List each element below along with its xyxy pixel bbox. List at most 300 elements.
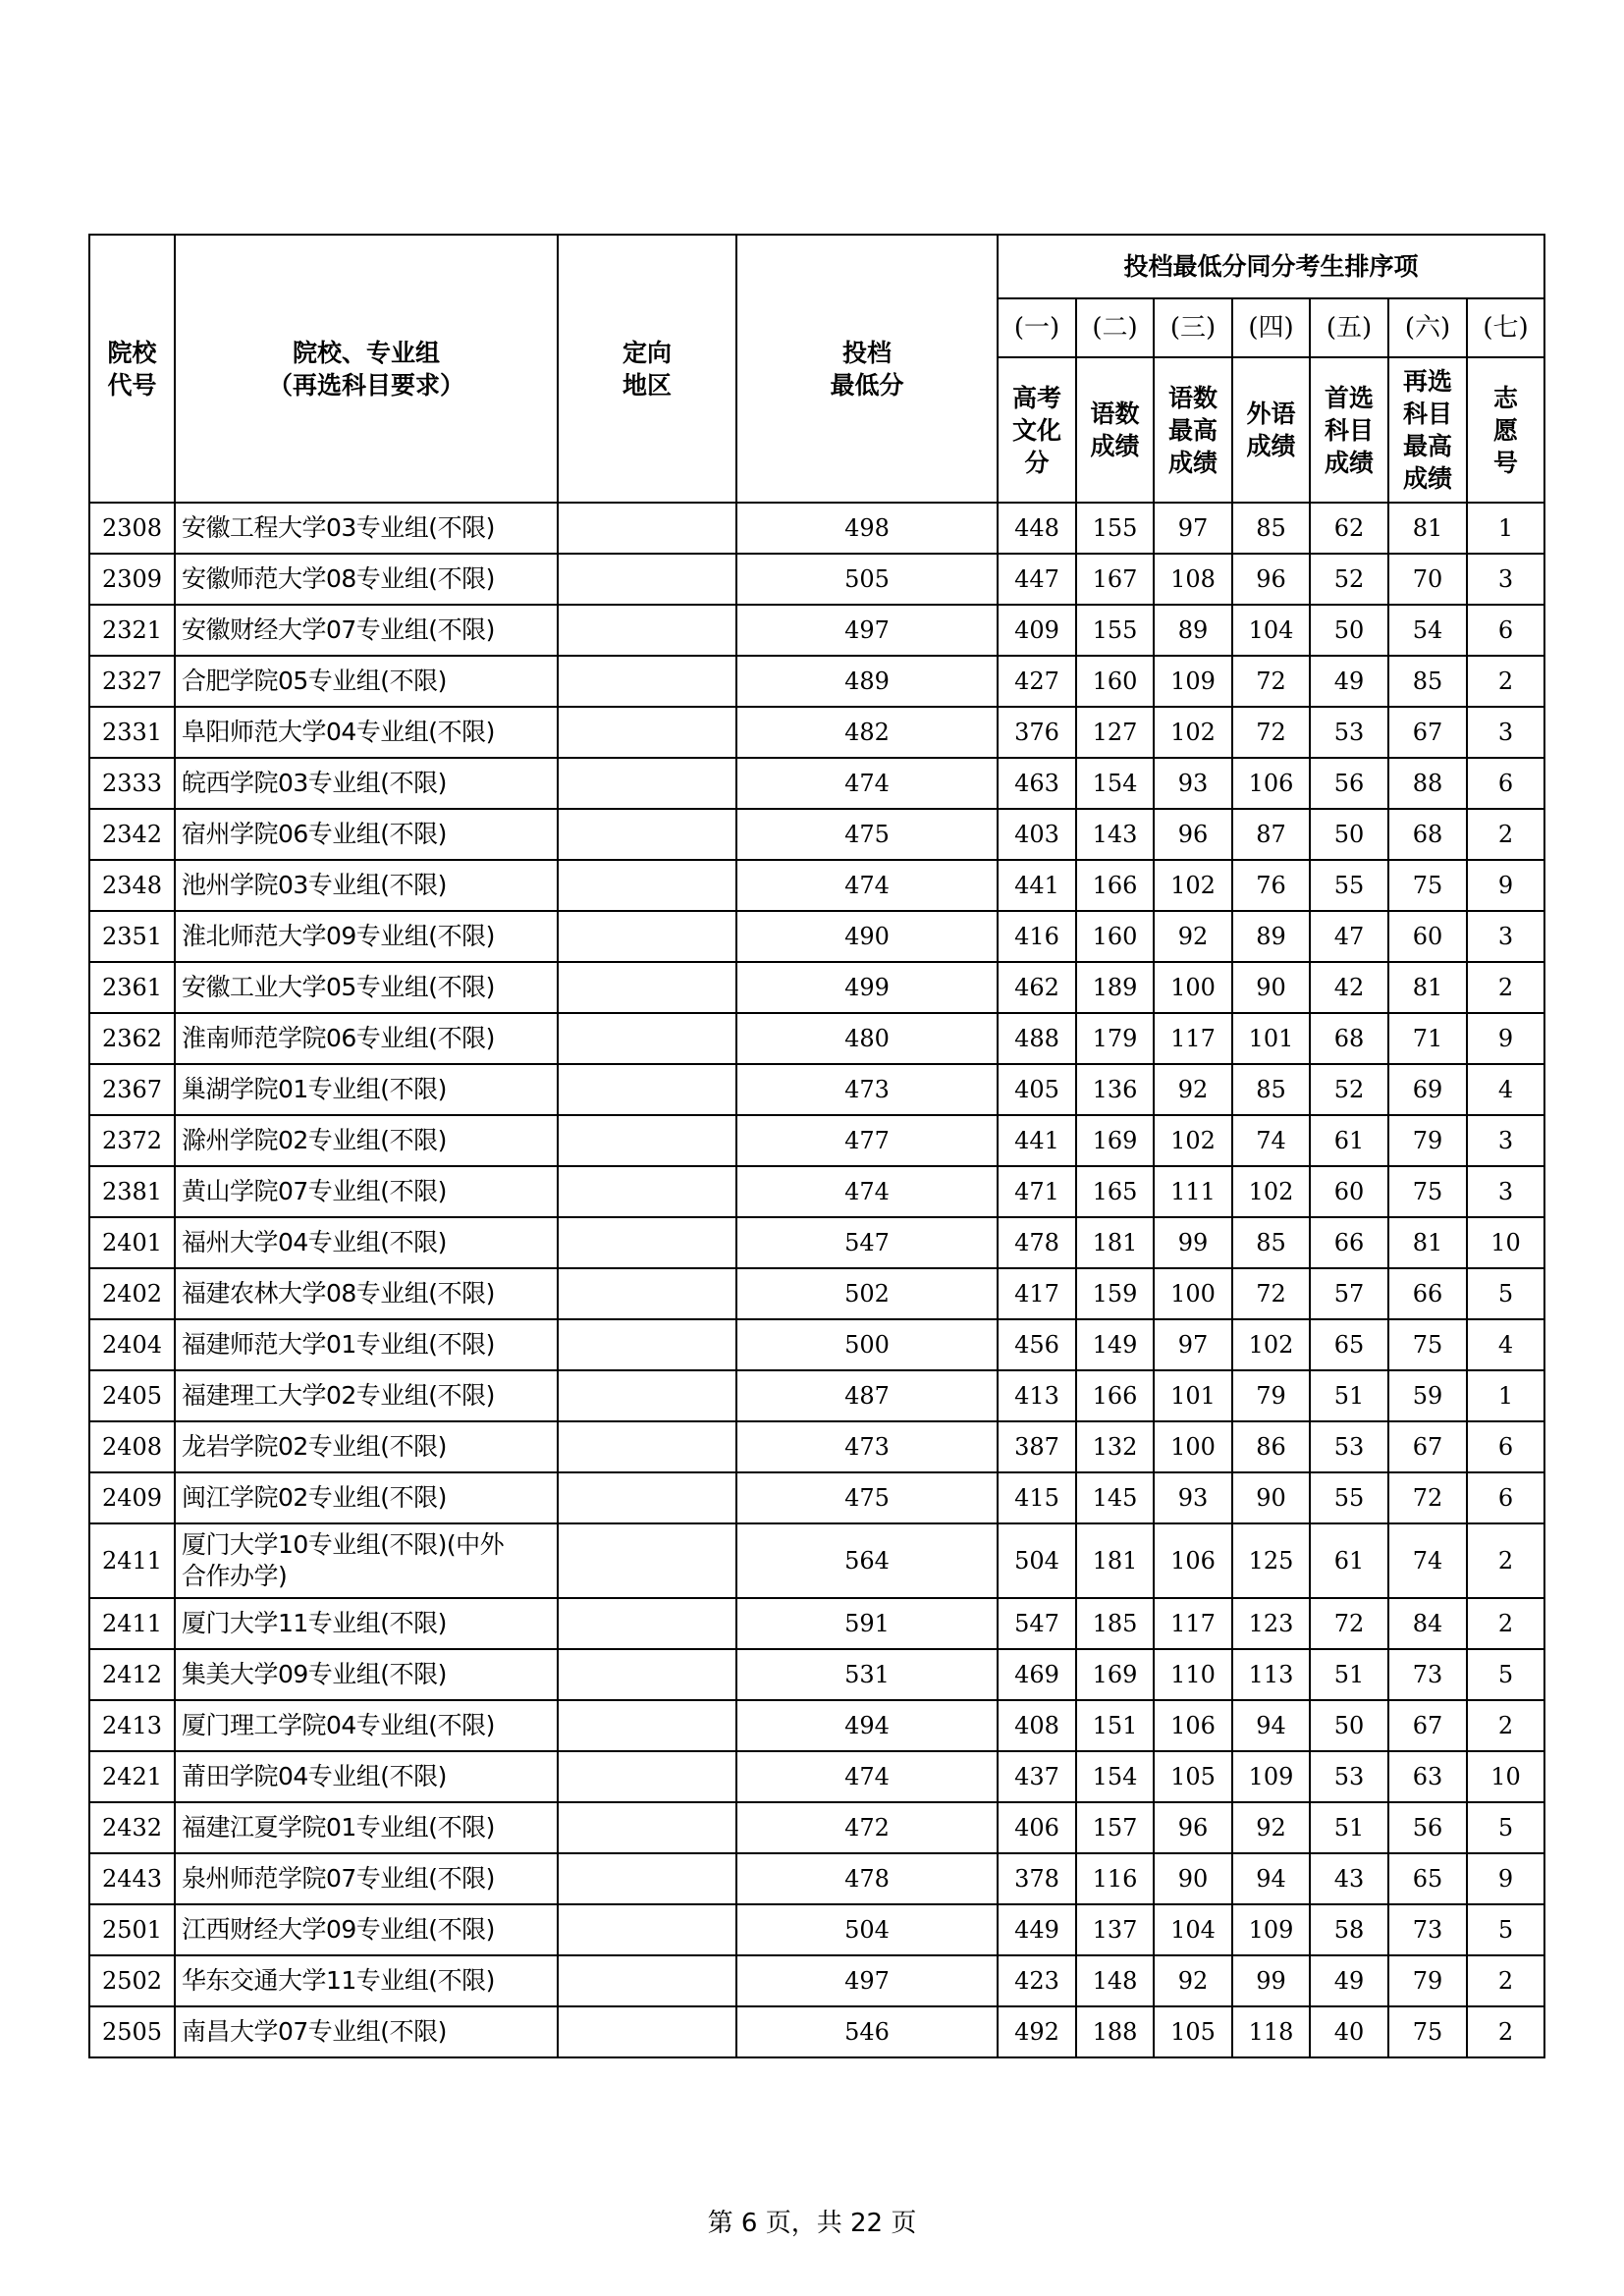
cell-tiebreak-4: 72 (1232, 707, 1310, 758)
cell-region (558, 1319, 736, 1370)
cell-school-group: 池州学院03专业组(不限) (175, 860, 558, 911)
cell-tiebreak-4: 85 (1232, 503, 1310, 554)
cell-code: 2308 (89, 503, 175, 554)
cell-tiebreak-4: 79 (1232, 1370, 1310, 1421)
cell-tiebreak-6: 67 (1388, 1421, 1467, 1472)
cell-tiebreak-1: 423 (998, 1955, 1076, 2006)
table-row (89, 1751, 1544, 1802)
cell-code: 2333 (89, 758, 175, 809)
cell-tiebreak-1: 378 (998, 1853, 1076, 1904)
cell-min-score: 546 (736, 2006, 998, 2057)
cell-school-group: 安徽工程大学03专业组(不限) (175, 503, 558, 554)
cell-school-group: 福建农林大学08专业组(不限) (175, 1268, 558, 1319)
cell-tiebreak-5: 50 (1310, 605, 1388, 656)
cell-school-group: 黄山学院07专业组(不限) (175, 1166, 558, 1217)
cell-tiebreak-1: 403 (998, 809, 1076, 860)
cell-tiebreak-3: 105 (1154, 2006, 1232, 2057)
cell-code: 2411 (89, 1598, 175, 1649)
cell-tiebreak-2: 185 (1076, 1598, 1154, 1649)
cell-tiebreak-7: 1 (1467, 503, 1544, 554)
cell-tiebreak-1: 408 (998, 1700, 1076, 1751)
cell-tiebreak-5: 51 (1310, 1802, 1388, 1853)
table-body (89, 503, 1544, 2057)
cell-tiebreak-4: 72 (1232, 656, 1310, 707)
cell-code: 2361 (89, 962, 175, 1013)
cell-min-score: 477 (736, 1115, 998, 1166)
cell-region (558, 1472, 736, 1523)
cell-tiebreak-4: 118 (1232, 2006, 1310, 2057)
cell-tiebreak-6: 71 (1388, 1013, 1467, 1064)
cell-region (558, 1955, 736, 2006)
cell-tiebreak-4: 85 (1232, 1064, 1310, 1115)
cell-school-group: 安徽师范大学08专业组(不限) (175, 554, 558, 605)
cell-school-group: 皖西学院03专业组(不限) (175, 758, 558, 809)
cell-region (558, 554, 736, 605)
cell-tiebreak-4: 94 (1232, 1853, 1310, 1904)
cell-tiebreak-6: 81 (1388, 1217, 1467, 1268)
cell-tiebreak-1: 376 (998, 707, 1076, 758)
table-row (89, 1166, 1544, 1217)
cell-tiebreak-7: 5 (1467, 1649, 1544, 1700)
cell-tiebreak-3: 101 (1154, 1370, 1232, 1421)
cell-tiebreak-6: 59 (1388, 1370, 1467, 1421)
cell-tiebreak-4: 94 (1232, 1700, 1310, 1751)
cell-tiebreak-3: 108 (1154, 554, 1232, 605)
cell-tiebreak-6: 67 (1388, 707, 1467, 758)
cell-tiebreak-2: 149 (1076, 1319, 1154, 1370)
cell-tiebreak-1: 471 (998, 1166, 1076, 1217)
cell-tiebreak-3: 117 (1154, 1598, 1232, 1649)
cell-code: 2372 (89, 1115, 175, 1166)
table-row (89, 1115, 1544, 1166)
cell-tiebreak-7: 6 (1467, 1472, 1544, 1523)
cell-tiebreak-5: 61 (1310, 1523, 1388, 1598)
cell-tiebreak-4: 86 (1232, 1421, 1310, 1472)
cell-tiebreak-2: 132 (1076, 1421, 1154, 1472)
cell-tiebreak-2: 145 (1076, 1472, 1154, 1523)
cell-code: 2351 (89, 911, 175, 962)
cell-min-score: 487 (736, 1370, 998, 1421)
cell-tiebreak-6: 79 (1388, 1115, 1467, 1166)
header-region: 定向 地区 (558, 235, 736, 503)
cell-code: 2502 (89, 1955, 175, 2006)
cell-code: 2309 (89, 554, 175, 605)
cell-region (558, 962, 736, 1013)
header-min-score: 投档 最低分 (736, 235, 998, 503)
cell-tiebreak-2: 167 (1076, 554, 1154, 605)
table-row (89, 809, 1544, 860)
cell-min-score: 547 (736, 1217, 998, 1268)
cell-tiebreak-1: 469 (998, 1649, 1076, 1700)
cell-school-group: 泉州师范学院07专业组(不限) (175, 1853, 558, 1904)
cell-tiebreak-7: 2 (1467, 1523, 1544, 1598)
cell-min-score: 482 (736, 707, 998, 758)
cell-tiebreak-2: 189 (1076, 962, 1154, 1013)
cell-tiebreak-1: 448 (998, 503, 1076, 554)
table-header (89, 235, 1544, 503)
cell-tiebreak-3: 90 (1154, 1853, 1232, 1904)
cell-code: 2404 (89, 1319, 175, 1370)
cell-tiebreak-3: 106 (1154, 1523, 1232, 1598)
cell-tiebreak-2: 151 (1076, 1700, 1154, 1751)
cell-tiebreak-4: 90 (1232, 962, 1310, 1013)
table-row (89, 1598, 1544, 1649)
cell-school-group: 滁州学院02专业组(不限) (175, 1115, 558, 1166)
cell-code: 2342 (89, 809, 175, 860)
cell-tiebreak-7: 2 (1467, 1700, 1544, 1751)
table-row (89, 1421, 1544, 1472)
cell-tiebreak-3: 110 (1154, 1649, 1232, 1700)
cell-tiebreak-2: 160 (1076, 911, 1154, 962)
cell-code: 2505 (89, 2006, 175, 2057)
cell-tiebreak-4: 89 (1232, 911, 1310, 962)
table-row (89, 1013, 1544, 1064)
cell-min-score: 504 (736, 1904, 998, 1955)
table-row (89, 1268, 1544, 1319)
cell-code: 2432 (89, 1802, 175, 1853)
cell-tiebreak-7: 2 (1467, 1955, 1544, 2006)
cell-tiebreak-5: 51 (1310, 1370, 1388, 1421)
table-row (89, 1217, 1544, 1268)
cell-region (558, 656, 736, 707)
header-tiebreak-num: (六) (1388, 298, 1467, 357)
cell-tiebreak-6: 85 (1388, 656, 1467, 707)
cell-tiebreak-2: 160 (1076, 656, 1154, 707)
cell-code: 2367 (89, 1064, 175, 1115)
cell-tiebreak-2: 169 (1076, 1649, 1154, 1700)
cell-tiebreak-7: 10 (1467, 1751, 1544, 1802)
cell-school-group: 龙岩学院02专业组(不限) (175, 1421, 558, 1472)
cell-tiebreak-3: 109 (1154, 656, 1232, 707)
cell-tiebreak-5: 56 (1310, 758, 1388, 809)
cell-min-score: 591 (736, 1598, 998, 1649)
cell-tiebreak-1: 387 (998, 1421, 1076, 1472)
cell-tiebreak-3: 93 (1154, 758, 1232, 809)
cell-tiebreak-2: 154 (1076, 758, 1154, 809)
cell-tiebreak-5: 50 (1310, 1700, 1388, 1751)
cell-tiebreak-6: 75 (1388, 1166, 1467, 1217)
cell-tiebreak-5: 61 (1310, 1115, 1388, 1166)
header-code: 院校 代号 (89, 235, 175, 503)
cell-tiebreak-6: 75 (1388, 1319, 1467, 1370)
cell-school-group: 淮南师范学院06专业组(不限) (175, 1013, 558, 1064)
cell-code: 2421 (89, 1751, 175, 1802)
cell-tiebreak-4: 109 (1232, 1751, 1310, 1802)
cell-tiebreak-2: 179 (1076, 1013, 1154, 1064)
cell-tiebreak-1: 441 (998, 1115, 1076, 1166)
table-row (89, 1319, 1544, 1370)
cell-min-score: 498 (736, 503, 998, 554)
cell-code: 2412 (89, 1649, 175, 1700)
cell-tiebreak-5: 43 (1310, 1853, 1388, 1904)
cell-tiebreak-6: 73 (1388, 1904, 1467, 1955)
cell-school-group: 厦门大学11专业组(不限) (175, 1598, 558, 1649)
cell-tiebreak-7: 5 (1467, 1268, 1544, 1319)
cell-tiebreak-5: 58 (1310, 1904, 1388, 1955)
header-tiebreak-label: 语数 最高 成绩 (1154, 357, 1232, 503)
cell-min-score: 505 (736, 554, 998, 605)
cell-region (558, 911, 736, 962)
cell-school-group: 南昌大学07专业组(不限) (175, 2006, 558, 2057)
header-tiebreak-label: 高考 文化 分 (998, 357, 1076, 503)
cell-tiebreak-6: 84 (1388, 1598, 1467, 1649)
cell-tiebreak-3: 100 (1154, 1421, 1232, 1472)
cell-tiebreak-7: 4 (1467, 1064, 1544, 1115)
cell-code: 2321 (89, 605, 175, 656)
cell-tiebreak-1: 437 (998, 1751, 1076, 1802)
cell-tiebreak-1: 427 (998, 656, 1076, 707)
cell-tiebreak-1: 409 (998, 605, 1076, 656)
cell-tiebreak-4: 123 (1232, 1598, 1310, 1649)
cell-school-group: 厦门理工学院04专业组(不限) (175, 1700, 558, 1751)
cell-region (558, 1700, 736, 1751)
cell-tiebreak-7: 5 (1467, 1802, 1544, 1853)
table-row (89, 2006, 1544, 2057)
cell-tiebreak-6: 74 (1388, 1523, 1467, 1598)
cell-tiebreak-7: 10 (1467, 1217, 1544, 1268)
cell-tiebreak-3: 117 (1154, 1013, 1232, 1064)
cell-tiebreak-2: 155 (1076, 605, 1154, 656)
cell-region (558, 1166, 736, 1217)
cell-region (558, 1904, 736, 1955)
cell-tiebreak-6: 70 (1388, 554, 1467, 605)
header-tiebreak-label: 语数 成绩 (1076, 357, 1154, 503)
cell-code: 2409 (89, 1472, 175, 1523)
table-row (89, 503, 1544, 554)
cell-tiebreak-5: 62 (1310, 503, 1388, 554)
header-tiebreak-num: (四) (1232, 298, 1310, 357)
cell-tiebreak-2: 143 (1076, 809, 1154, 860)
cell-region (558, 1421, 736, 1472)
cell-tiebreak-2: 188 (1076, 2006, 1154, 2057)
cell-tiebreak-6: 75 (1388, 2006, 1467, 2057)
table-row (89, 1904, 1544, 1955)
cell-tiebreak-6: 63 (1388, 1751, 1467, 1802)
cell-region (558, 1751, 736, 1802)
cell-code: 2413 (89, 1700, 175, 1751)
cell-tiebreak-2: 154 (1076, 1751, 1154, 1802)
cell-tiebreak-3: 97 (1154, 503, 1232, 554)
cell-region (558, 1217, 736, 1268)
cell-tiebreak-5: 53 (1310, 1421, 1388, 1472)
cell-tiebreak-3: 96 (1154, 1802, 1232, 1853)
cell-tiebreak-2: 148 (1076, 1955, 1154, 2006)
table-row (89, 656, 1544, 707)
cell-tiebreak-1: 463 (998, 758, 1076, 809)
cell-code: 2443 (89, 1853, 175, 1904)
cell-code: 2327 (89, 656, 175, 707)
cell-code: 2348 (89, 860, 175, 911)
cell-tiebreak-3: 89 (1154, 605, 1232, 656)
cell-school-group: 巢湖学院01专业组(不限) (175, 1064, 558, 1115)
cell-tiebreak-3: 92 (1154, 1955, 1232, 2006)
cell-min-score: 474 (736, 1166, 998, 1217)
cell-tiebreak-3: 92 (1154, 911, 1232, 962)
cell-region (558, 1598, 736, 1649)
cell-min-score: 500 (736, 1319, 998, 1370)
cell-school-group: 福州大学04专业组(不限) (175, 1217, 558, 1268)
cell-region (558, 1802, 736, 1853)
cell-tiebreak-3: 100 (1154, 1268, 1232, 1319)
table-row (89, 962, 1544, 1013)
header-tiebreak-num: (五) (1310, 298, 1388, 357)
cell-region (558, 707, 736, 758)
cell-tiebreak-2: 181 (1076, 1523, 1154, 1598)
cell-tiebreak-6: 65 (1388, 1853, 1467, 1904)
cell-tiebreak-3: 93 (1154, 1472, 1232, 1523)
cell-school-group: 福建理工大学02专业组(不限) (175, 1370, 558, 1421)
cell-tiebreak-4: 90 (1232, 1472, 1310, 1523)
cell-min-score: 502 (736, 1268, 998, 1319)
cell-tiebreak-6: 60 (1388, 911, 1467, 962)
header-tiebreak-label: 志 愿 号 (1467, 357, 1544, 503)
cell-tiebreak-6: 66 (1388, 1268, 1467, 1319)
header-tiebreak-num: (七) (1467, 298, 1544, 357)
cell-code: 2405 (89, 1370, 175, 1421)
cell-tiebreak-1: 405 (998, 1064, 1076, 1115)
cell-tiebreak-1: 478 (998, 1217, 1076, 1268)
cell-tiebreak-2: 116 (1076, 1853, 1154, 1904)
cell-min-score: 474 (736, 1751, 998, 1802)
cell-code: 2501 (89, 1904, 175, 1955)
cell-tiebreak-3: 99 (1154, 1217, 1232, 1268)
cell-tiebreak-7: 5 (1467, 1904, 1544, 1955)
cell-tiebreak-6: 81 (1388, 503, 1467, 554)
cell-min-score: 474 (736, 758, 998, 809)
cell-min-score: 474 (736, 860, 998, 911)
cell-tiebreak-2: 127 (1076, 707, 1154, 758)
cell-tiebreak-7: 3 (1467, 1115, 1544, 1166)
table-row (89, 554, 1544, 605)
cell-tiebreak-5: 60 (1310, 1166, 1388, 1217)
cell-school-group: 江西财经大学09专业组(不限) (175, 1904, 558, 1955)
cell-tiebreak-5: 65 (1310, 1319, 1388, 1370)
cell-tiebreak-2: 136 (1076, 1064, 1154, 1115)
cell-tiebreak-3: 102 (1154, 1115, 1232, 1166)
cell-tiebreak-3: 104 (1154, 1904, 1232, 1955)
cell-tiebreak-7: 9 (1467, 860, 1544, 911)
cell-region (558, 503, 736, 554)
cell-school-group: 合肥学院05专业组(不限) (175, 656, 558, 707)
cell-school-group: 安徽财经大学07专业组(不限) (175, 605, 558, 656)
header-tiebreak-num: (二) (1076, 298, 1154, 357)
cell-min-score: 494 (736, 1700, 998, 1751)
cell-region (558, 1115, 736, 1166)
header-tiebreak-label: 外语 成绩 (1232, 357, 1310, 503)
cell-tiebreak-7: 3 (1467, 911, 1544, 962)
cell-tiebreak-5: 49 (1310, 656, 1388, 707)
table-row (89, 1649, 1544, 1700)
cell-tiebreak-4: 85 (1232, 1217, 1310, 1268)
cell-min-score: 473 (736, 1064, 998, 1115)
cell-tiebreak-7: 3 (1467, 554, 1544, 605)
cell-tiebreak-5: 42 (1310, 962, 1388, 1013)
cell-tiebreak-5: 72 (1310, 1598, 1388, 1649)
cell-tiebreak-5: 47 (1310, 911, 1388, 962)
cell-tiebreak-3: 102 (1154, 860, 1232, 911)
table-row (89, 1370, 1544, 1421)
cell-tiebreak-4: 72 (1232, 1268, 1310, 1319)
cell-tiebreak-6: 69 (1388, 1064, 1467, 1115)
cell-tiebreak-1: 447 (998, 554, 1076, 605)
cell-school-group: 闽江学院02专业组(不限) (175, 1472, 558, 1523)
cell-tiebreak-3: 105 (1154, 1751, 1232, 1802)
cell-region (558, 1370, 736, 1421)
cell-region (558, 1064, 736, 1115)
cell-region (558, 1853, 736, 1904)
cell-tiebreak-7: 4 (1467, 1319, 1544, 1370)
cell-min-score: 475 (736, 809, 998, 860)
cell-tiebreak-1: 416 (998, 911, 1076, 962)
cell-tiebreak-4: 96 (1232, 554, 1310, 605)
table-row (89, 605, 1544, 656)
cell-region (558, 1523, 736, 1598)
cell-region (558, 1013, 736, 1064)
cell-tiebreak-5: 49 (1310, 1955, 1388, 2006)
cell-min-score: 497 (736, 605, 998, 656)
cell-tiebreak-5: 57 (1310, 1268, 1388, 1319)
table-row (89, 1955, 1544, 2006)
cell-min-score: 490 (736, 911, 998, 962)
cell-min-score: 499 (736, 962, 998, 1013)
cell-tiebreak-7: 1 (1467, 1370, 1544, 1421)
header-tiebreak-num: (三) (1154, 298, 1232, 357)
cell-tiebreak-3: 100 (1154, 962, 1232, 1013)
cell-region (558, 1268, 736, 1319)
cell-school-group: 厦门大学10专业组(不限)(中外 合作办学) (175, 1523, 558, 1598)
cell-tiebreak-7: 9 (1467, 1853, 1544, 1904)
cell-tiebreak-7: 3 (1467, 1166, 1544, 1217)
table-row (89, 1472, 1544, 1523)
cell-tiebreak-7: 3 (1467, 707, 1544, 758)
cell-school-group: 集美大学09专业组(不限) (175, 1649, 558, 1700)
cell-tiebreak-5: 51 (1310, 1649, 1388, 1700)
cell-tiebreak-4: 125 (1232, 1523, 1310, 1598)
admission-score-table (88, 234, 1545, 2058)
header-tiebreak-label: 首选 科目 成绩 (1310, 357, 1388, 503)
cell-tiebreak-4: 109 (1232, 1904, 1310, 1955)
cell-tiebreak-6: 68 (1388, 809, 1467, 860)
cell-tiebreak-6: 72 (1388, 1472, 1467, 1523)
table-row (89, 758, 1544, 809)
header-school: 院校、专业组 （再选科目要求） (175, 235, 558, 503)
cell-tiebreak-4: 76 (1232, 860, 1310, 911)
cell-tiebreak-2: 165 (1076, 1166, 1154, 1217)
cell-tiebreak-4: 113 (1232, 1649, 1310, 1700)
cell-tiebreak-5: 52 (1310, 554, 1388, 605)
cell-min-score: 564 (736, 1523, 998, 1598)
cell-code: 2362 (89, 1013, 175, 1064)
cell-tiebreak-6: 88 (1388, 758, 1467, 809)
cell-tiebreak-4: 102 (1232, 1166, 1310, 1217)
cell-tiebreak-1: 449 (998, 1904, 1076, 1955)
cell-tiebreak-7: 2 (1467, 962, 1544, 1013)
cell-tiebreak-1: 488 (998, 1013, 1076, 1064)
cell-tiebreak-3: 92 (1154, 1064, 1232, 1115)
cell-school-group: 宿州学院06专业组(不限) (175, 809, 558, 860)
cell-min-score: 478 (736, 1853, 998, 1904)
cell-code: 2411 (89, 1523, 175, 1598)
cell-tiebreak-6: 81 (1388, 962, 1467, 1013)
cell-tiebreak-5: 55 (1310, 860, 1388, 911)
cell-code: 2408 (89, 1421, 175, 1472)
table-row (89, 860, 1544, 911)
cell-school-group: 淮北师范大学09专业组(不限) (175, 911, 558, 962)
cell-min-score: 489 (736, 656, 998, 707)
cell-tiebreak-2: 157 (1076, 1802, 1154, 1853)
cell-tiebreak-1: 504 (998, 1523, 1076, 1598)
header-tiebreak-title: 投档最低分同分考生排序项 (998, 235, 1544, 298)
